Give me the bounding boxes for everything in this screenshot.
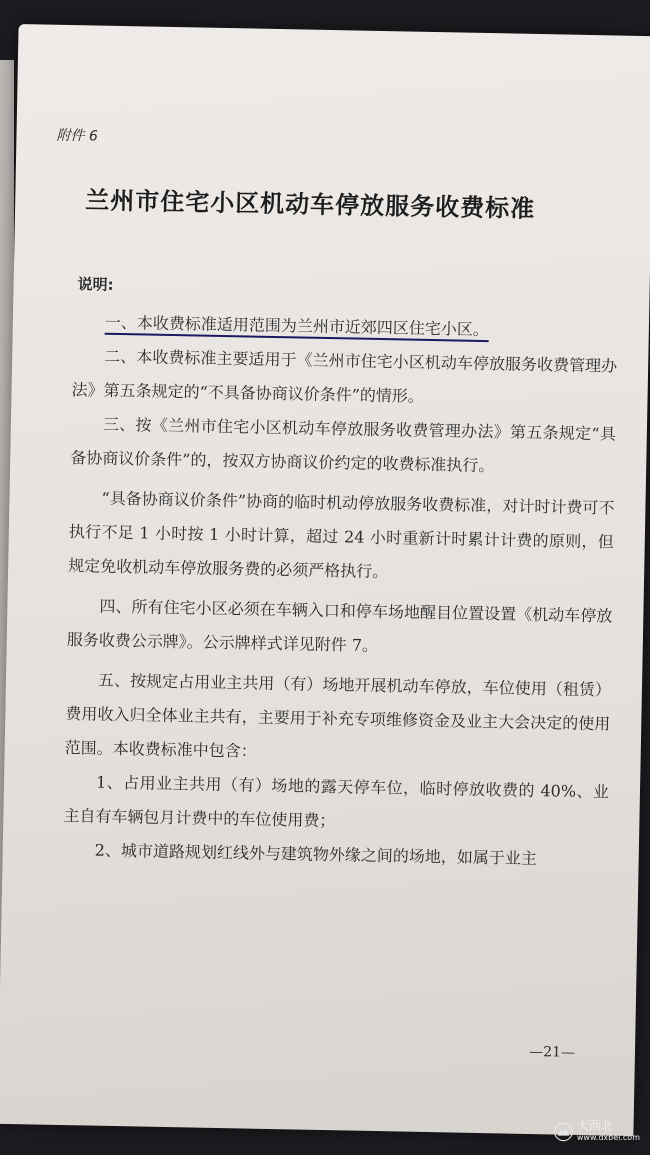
- paragraph-4: “具备协商议价条件”协商的临时机动停放服务收费标准，对计时计费可不执行不足 1 小时按 1 小时计算，超过 24 小时重新计时累计计费的原则，但规定免收机动车停放服务费的必须严格执行。: [68, 488, 615, 582]
- document-page: [0, 24, 650, 1136]
- attachment-label: 附件 6: [56, 127, 98, 145]
- watermark-text: [577, 1120, 640, 1144]
- site-logo-icon: [554, 1119, 573, 1145]
- paragraph-2: 二、本收费标准主要适用于《兰州市住宅小区机动车停放服务收费管理办法》第五条规定的“不具备协商议价条件”的情形。: [71, 346, 618, 406]
- paragraph-7: 1、占用业主共用（有）场地的露天停车位，临时停放收费的 40%、业主自有车辆包月计费中的车位使用费；: [63, 772, 610, 831]
- paragraph-5: 四、所有住宅小区必须在车辆入口和停车场地醒目位置设置《机动车停放服务收费公示牌》。公示牌样式详见附件 7。: [66, 596, 613, 656]
- paragraph-1-text: 一、本收费标准适用范围为兰州市近郊四区住宅小区。: [104, 312, 490, 340]
- site-watermark: [554, 1117, 640, 1147]
- paragraph-6: 五、按规定占用业主共用（有）场地开展机动车停放，车位使用（租赁）费用收入归全体业主共有，主要用于补充专项维修资金及业主大会决定的使用范围。本收费标准中包含：: [64, 670, 612, 761]
- watermark-url: www.dxbei.com: [576, 1133, 640, 1142]
- page-number: —21—: [528, 1043, 576, 1061]
- note-label: 说明:: [77, 275, 114, 294]
- paragraph-8: 2、城市道路规划红线外与建筑物外缘之间的场地，如属于业主: [94, 840, 538, 869]
- watermark-site-name: 大西北: [576, 1119, 613, 1133]
- paragraph-3: 三、按《兰州市住宅小区机动车停放服务收费管理办法》第五条规定“具备协商议价条件”的，按双方协商议价约定的收费标准执行。: [70, 414, 617, 476]
- document-body: [62, 305, 618, 877]
- document-title: 兰州市住宅小区机动车停放服务收费标准: [84, 186, 536, 223]
